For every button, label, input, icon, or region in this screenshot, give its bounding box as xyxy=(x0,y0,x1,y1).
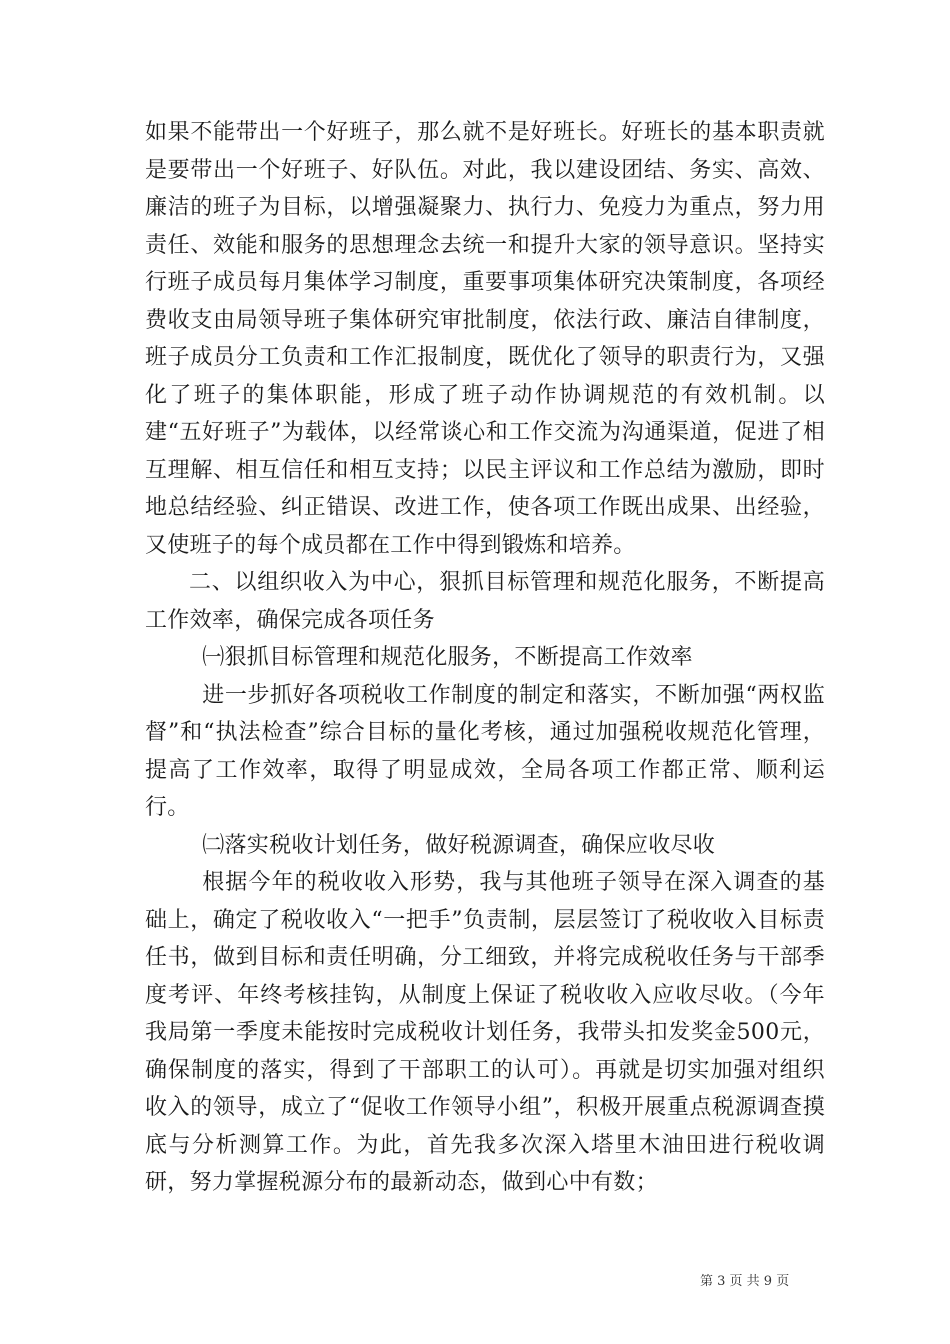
section-heading-2: 二、以组织收入为中心，狠抓目标管理和规范化服务，不断提高工作效率，确保完成各项任务 xyxy=(145,570,825,633)
document-body xyxy=(145,114,825,1202)
subsection-heading-1: ㈠狠抓目标管理和规范化服务，不断提高工作效率 xyxy=(202,645,693,670)
subsection-heading-2: ㈡落实税收计划任务，做好税源调查，确保应收尽收 xyxy=(202,832,716,858)
page-number-footer: 第 3 页 共 9 页 xyxy=(700,1274,790,1289)
paragraph-1: 如果不能带出一个好班子，那么就不是好班长。好班长的基本职责就是要带出一个好班子、好队伍。对此，我以建设团结、务实、高效、廉洁的班子为目标，以增强凝聚力、执行力、免疫力为重点，努力用责任、效能和服务的思想理念去统一和提升大家的领导意识。坚持实行班子成员每月集体学习制度，重要事项集体研究决策制度，各项经费收支由局领导班子集体研究审批制度，依法行政、廉洁自律制度，班子成员分工负责和工作汇报制度，既优化了领导的职责行为，又强化了班子的集体职能，形成了班子动作协调规范的有效机制。以建“五好班子”为载体，以经常谈心和工作交流为沟通渠道，促进了相互理解、相互信任和相互支持；以民主评议和工作总结为激励，即时地总结经验、纠正错误、改进工作，使各项工作既出成果、出经验，又使班子的每个成员都在工作中得到锻炼和培养。 xyxy=(145,120,825,558)
paragraph-2: 进一步抓好各项税收工作制度的制定和落实，不断加强“两权监督”和“执法检查”综合目标的量化考核，通过加强税收规范化管理，提高了工作效率，取得了明显成效，全局各项工作都正常、顺利运行。 xyxy=(145,682,825,820)
paragraph-3: 根据今年的税收收入形势，我与其他班子领导在深入调查的基础上，确定了税收收入“一把手”负责制，层层签订了税收收入目标责任书，做到目标和责任明确，分工细致，并将完成税收任务与干部季度考评、年终考核挂钩，从制度上保证了税收收入应收尽收。（今年我局第一季度未能按时完成税收计划任务，我带头扣发奖金500元，确保制度的落实，得到了干部职工的认可）。再就是切实加强对组织收入的领导，成立了“促收工作领导小组”，积极开展重点税源调查摸底与分析测算工作。为此，首先我多次深入塔里木油田进行税收调研，努力掌握税源分布的最新动态，做到心中有数； xyxy=(145,870,825,1195)
